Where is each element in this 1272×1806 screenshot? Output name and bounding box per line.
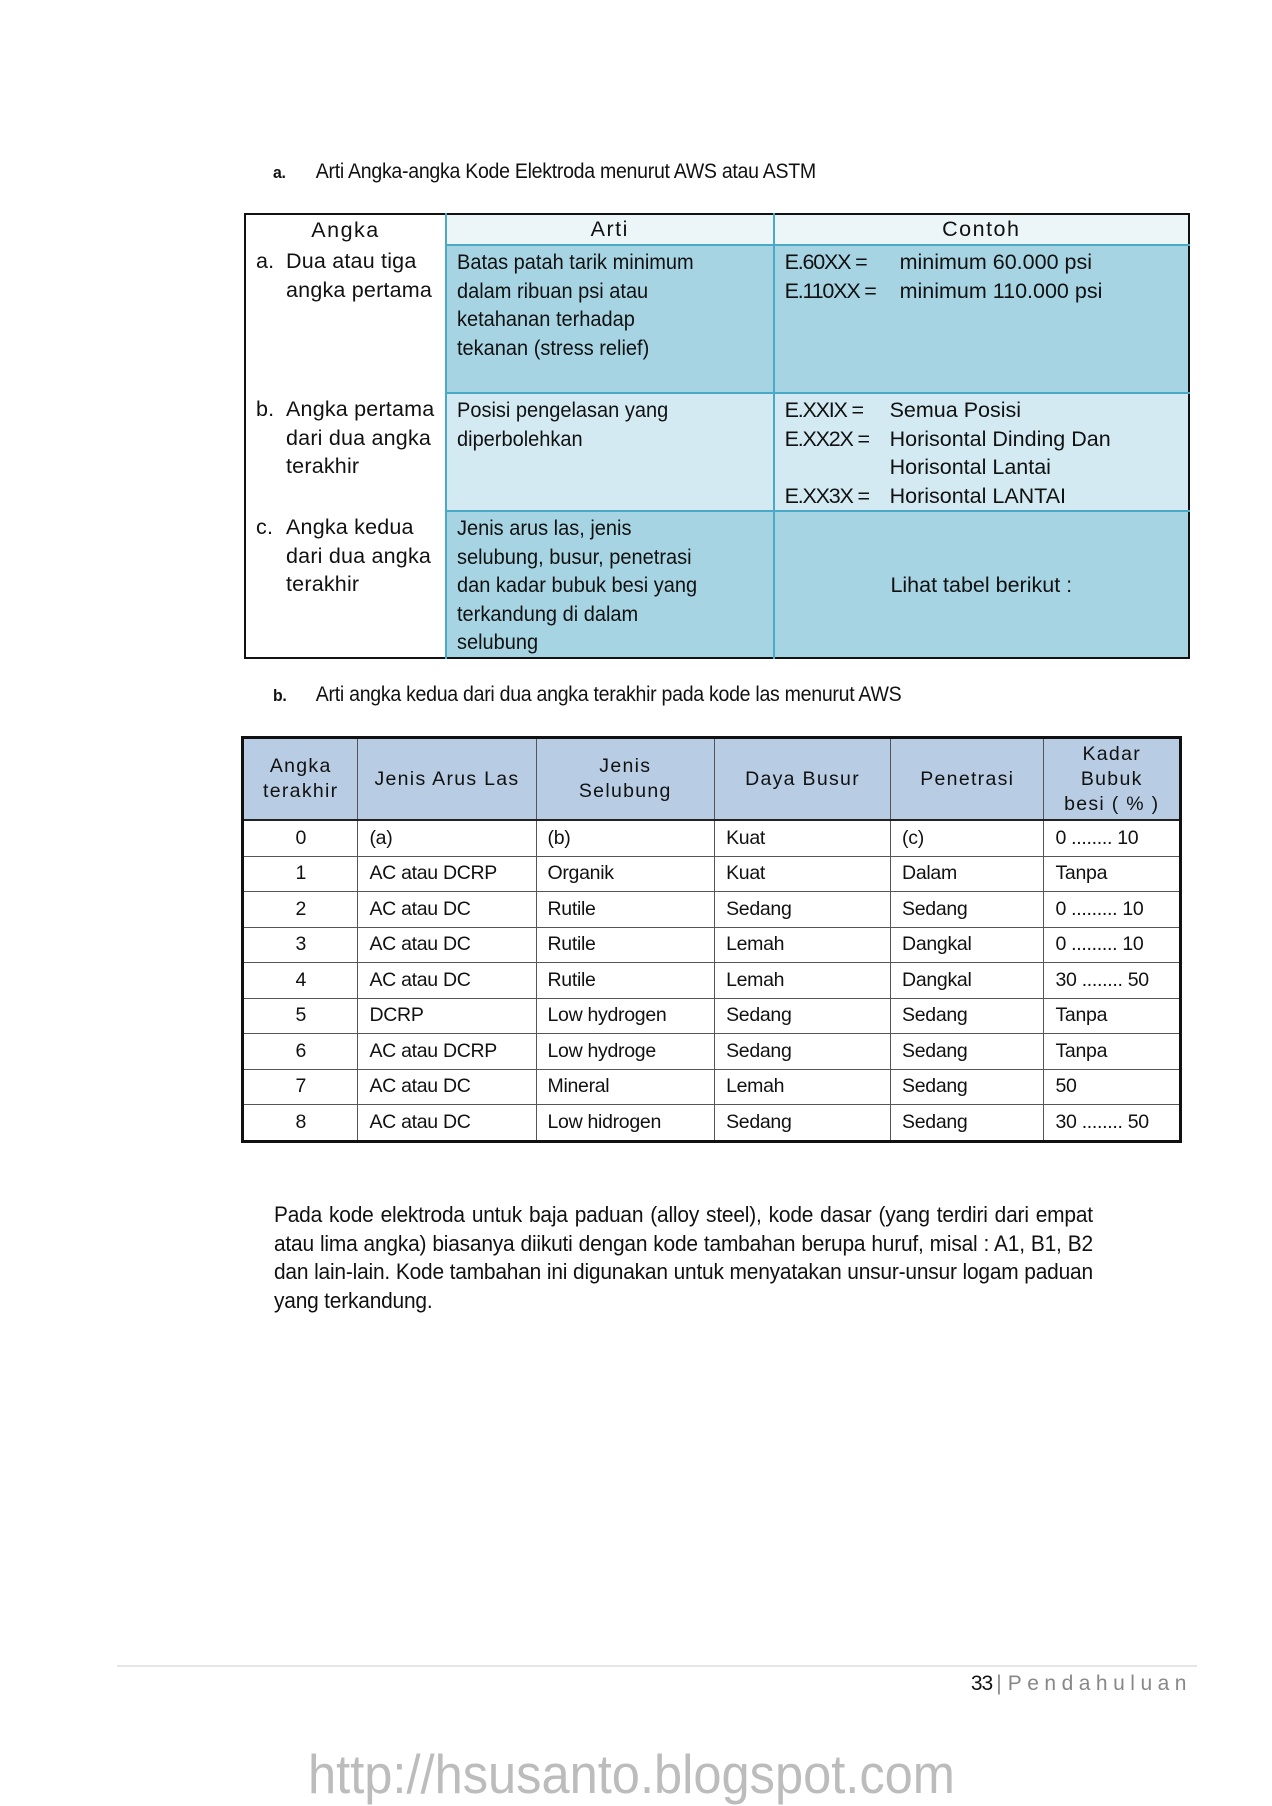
aws-last-digit-table: [241, 736, 1182, 1143]
see-next-table-note: Lihat tabel berikut :: [890, 573, 1073, 598]
selubung-cell: (b): [536, 820, 715, 856]
arti-line: ketahanan terhadap: [457, 307, 635, 331]
arus-las-cell: AC atau DCRP: [358, 1034, 536, 1070]
arus-las-cell: AC atau DC: [358, 1105, 536, 1142]
arus-las-cell: AC atau DC: [358, 1069, 536, 1105]
arti-line: diperbolehkan: [457, 426, 583, 451]
selubung-cell: Rutile: [536, 892, 715, 928]
arti-line: terkandung di dalam: [457, 601, 639, 626]
header-angka-terakhir: [243, 738, 358, 821]
item-label: c.: [256, 515, 274, 539]
table-row: [245, 511, 1189, 658]
example-code: [785, 453, 890, 482]
example-line: [785, 482, 1178, 511]
example-code: E.XXIX =: [784, 398, 863, 422]
angka-cell: 2: [243, 892, 358, 928]
penetrasi-cell: Sedang: [891, 1105, 1044, 1142]
kadar-besi-cell: 50: [1044, 1069, 1181, 1105]
table-row: [245, 393, 1189, 511]
table-header-row: [245, 214, 1189, 245]
angka-cell: [245, 393, 446, 511]
table-row: [243, 892, 1181, 928]
angka-cell: 6: [243, 1034, 358, 1070]
daya-busur-cell: Sedang: [715, 892, 891, 928]
example-text: minimum 60.000 psi: [899, 250, 1092, 274]
table-row: [243, 1069, 1181, 1105]
selubung-cell: Rutile: [536, 927, 715, 963]
table-row: [243, 820, 1181, 856]
kadar-besi-cell: 0 ......... 10: [1044, 927, 1181, 963]
angka-line: Dua atau tiga: [286, 249, 417, 273]
header-line: Selubung: [578, 780, 672, 802]
example-line: [785, 396, 1178, 425]
arus-las-cell: (a): [358, 820, 536, 856]
table-row: [243, 927, 1181, 963]
example-text: minimum 110.000 psi: [899, 278, 1103, 303]
kadar-besi-cell: 30 ........ 50: [1044, 1105, 1181, 1142]
penetrasi-cell: Sedang: [891, 892, 1044, 928]
arus-las-cell: AC atau DC: [358, 963, 536, 999]
section-a-marker: a.: [273, 163, 286, 182]
selubung-cell: Mineral: [536, 1069, 715, 1105]
electrode-code-meaning-table: [244, 213, 1190, 659]
arti-line: dalam ribuan psi atau: [457, 278, 649, 303]
footer-separator: |: [996, 1672, 1002, 1695]
penetrasi-cell: (c): [891, 820, 1044, 856]
section-b-title: Arti angka kedua dari dua angka terakhir pada kode las menurut AWS: [315, 683, 902, 706]
table-row: [245, 245, 1189, 393]
penetrasi-cell: Dangkal: [891, 927, 1044, 963]
daya-busur-cell: Lemah: [715, 963, 891, 999]
example-line: [785, 277, 1178, 306]
section-b-marker: b.: [273, 686, 287, 705]
example-text: Horisontal Lantai: [889, 455, 1051, 479]
item-label: a.: [256, 249, 275, 273]
penetrasi-cell: Sedang: [891, 1034, 1044, 1070]
penetrasi-cell: Dangkal: [891, 963, 1044, 999]
arti-line: Jenis arus las, jenis: [457, 516, 632, 540]
header-kadar-bubuk-besi: [1044, 738, 1181, 821]
daya-busur-cell: Lemah: [715, 927, 891, 963]
arus-las-cell: DCRP: [358, 998, 536, 1034]
angka-cell: 1: [243, 856, 358, 892]
angka-cell: 4: [243, 963, 358, 999]
selubung-cell: Low hidrogen: [536, 1105, 715, 1142]
table-row: [243, 963, 1181, 999]
angka-cell: 5: [243, 998, 358, 1034]
page-footer: [971, 1672, 1192, 1696]
angka-line: terakhir: [286, 572, 360, 596]
arti-cell: [446, 511, 774, 658]
header-line: Penetrasi: [920, 767, 1015, 790]
section-b-heading: [273, 683, 901, 707]
kadar-besi-cell: 30 ........ 50: [1044, 963, 1181, 999]
header-line: Kadar: [1082, 742, 1142, 765]
header-line: terakhir: [263, 780, 339, 802]
selubung-cell: Low hydrogen: [536, 998, 715, 1034]
header-angka: Angka: [245, 214, 446, 245]
angka-cell: [245, 511, 446, 658]
arus-las-cell: AC atau DC: [358, 927, 536, 963]
selubung-cell: Organik: [536, 856, 715, 892]
angka-line: terakhir: [286, 454, 360, 478]
header-line: Jenis Arus Las: [374, 767, 520, 790]
example-text: Semua Posisi: [889, 398, 1022, 422]
example-code: E.110XX =: [784, 278, 876, 303]
angka-cell: 7: [243, 1069, 358, 1105]
arti-line: tekanan (stress relief): [457, 335, 650, 360]
arti-line: Batas patah tarik minimum: [457, 250, 694, 274]
arus-las-cell: AC atau DCRP: [358, 856, 536, 892]
header-line: besi ( % ): [1064, 792, 1160, 815]
penetrasi-cell: Sedang: [891, 998, 1044, 1034]
contoh-cell: [774, 393, 1189, 511]
angka-cell: 3: [243, 927, 358, 963]
header-daya-busur: [715, 738, 891, 821]
arti-line: dan kadar bubuk besi yang: [457, 573, 698, 597]
example-line: [785, 425, 1178, 454]
angka-line: Angka kedua: [286, 515, 414, 539]
arti-line: Posisi pengelasan yang: [457, 398, 669, 422]
header-contoh: Contoh: [774, 214, 1189, 245]
arti-cell: [446, 393, 774, 511]
daya-busur-cell: Sedang: [715, 998, 891, 1034]
daya-busur-cell: Sedang: [715, 1034, 891, 1070]
table-row: [243, 1034, 1181, 1070]
arus-las-cell: AC atau DC: [358, 892, 536, 928]
angka-cell: 0: [243, 820, 358, 856]
watermark-url: http://hsusanto.blogspot.com: [308, 1743, 955, 1805]
header-line: Daya Busur: [745, 767, 860, 790]
body-paragraph: Pada kode elektroda untuk baja paduan (alloy steel), kode dasar (yang terdiri dari empat atau lima angka) biasanya diikuti dengan kode tambahan berupa huruf, misal : A1, B1, B2 dan lain-lain. Kode tambahan ini digunakan untuk menyatakan unsur-unsur logam paduan yang terkandung.: [274, 1202, 1093, 1314]
kadar-besi-cell: 0 ........ 10: [1044, 820, 1181, 856]
example-text: Horisontal Dinding Dan: [889, 426, 1111, 451]
angka-cell: [245, 245, 446, 393]
example-code: E.60XX =: [784, 250, 867, 274]
example-text: Horisontal LANTAI: [889, 483, 1067, 508]
arti-cell: [446, 245, 774, 393]
table-header-row: [243, 738, 1181, 821]
daya-busur-cell: Lemah: [715, 1069, 891, 1105]
header-line: Jenis: [599, 755, 652, 777]
section-a-heading: [273, 160, 816, 184]
table-row: [243, 1105, 1181, 1142]
example-line: [785, 248, 1178, 277]
header-arti: Arti: [446, 214, 774, 245]
header-jenis-arus-las: [358, 738, 536, 821]
table-row: [243, 998, 1181, 1034]
table-row: [243, 856, 1181, 892]
page-number: 33: [970, 1672, 993, 1695]
header-jenis-selubung: [536, 738, 715, 821]
chapter-name: Pendahuluan: [1007, 1672, 1192, 1695]
daya-busur-cell: Kuat: [715, 820, 891, 856]
kadar-besi-cell: Tanpa: [1044, 998, 1181, 1034]
selubung-cell: Rutile: [536, 963, 715, 999]
item-label: b.: [256, 397, 275, 421]
kadar-besi-cell: 0 ......... 10: [1044, 892, 1181, 928]
header-line: Bubuk: [1080, 767, 1143, 790]
contoh-cell: [774, 245, 1189, 393]
example-code: E.XX2X =: [784, 426, 869, 451]
example-line: [785, 453, 1178, 482]
daya-busur-cell: Kuat: [715, 856, 891, 892]
example-code: E.XX3X =: [784, 483, 869, 508]
angka-line: dari dua angka: [286, 425, 432, 450]
angka-cell: 8: [243, 1105, 358, 1142]
kadar-besi-cell: Tanpa: [1044, 856, 1181, 892]
angka-line: dari dua angka: [286, 543, 432, 568]
footer-divider: [117, 1665, 1197, 1667]
contoh-cell: [774, 511, 1189, 658]
angka-line: Angka pertama: [286, 397, 435, 421]
section-a-title: Arti Angka-angka Kode Elektroda menurut AWS atau ASTM: [315, 160, 816, 183]
selubung-cell: Low hydroge: [536, 1034, 715, 1070]
arti-line: selubung: [457, 630, 539, 654]
penetrasi-cell: Dalam: [891, 856, 1044, 892]
header-penetrasi: [891, 738, 1044, 821]
header-line: Angka: [269, 755, 332, 777]
kadar-besi-cell: Tanpa: [1044, 1034, 1181, 1070]
arti-line: selubung, busur, penetrasi: [457, 544, 692, 569]
daya-busur-cell: Sedang: [715, 1105, 891, 1142]
angka-line: angka pertama: [286, 277, 433, 302]
penetrasi-cell: Sedang: [891, 1069, 1044, 1105]
